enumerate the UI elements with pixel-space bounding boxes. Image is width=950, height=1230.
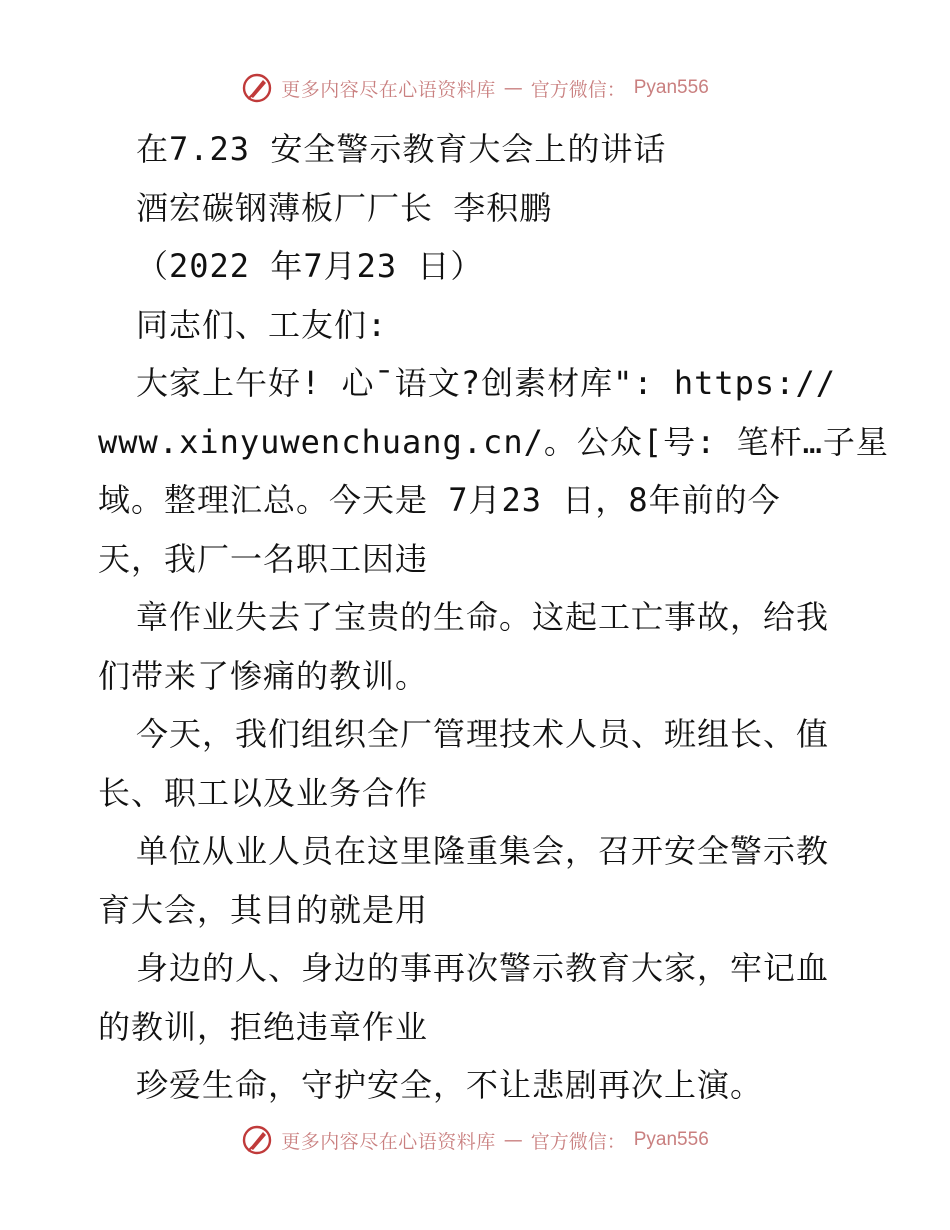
paragraph-line: 域。整理汇总。今天是 7月23 日，8年前的今	[98, 481, 781, 519]
paragraph-line: 今天，我们组织全厂管理技术人员、班组长、值	[136, 715, 830, 753]
speaker-line: 酒宏碳钢薄板厂厂长 李积鹏	[136, 188, 553, 227]
watermark-text: 更多内容尽在心语资料库	[281, 78, 496, 101]
watermark-separator: —	[503, 1129, 523, 1151]
footer-watermark	[0, 1120, 950, 1160]
paragraph-line: 天，我厂一名职工因违	[98, 539, 429, 578]
header-watermark	[0, 68, 950, 108]
date-line: （2022 年7月23 日）	[136, 247, 484, 285]
paragraph-line: 的教训，拒绝违章作业	[98, 1007, 429, 1046]
watermark-wechat-label: 官方微信：	[530, 1130, 626, 1153]
document-body	[98, 120, 889, 1115]
quill-logo-icon	[241, 72, 273, 104]
paragraph-line: 们带来了惨痛的教训。	[98, 656, 429, 695]
watermark-wechat-id: Pyan556	[633, 77, 709, 98]
paragraph-line: 育大会，其目的就是用	[98, 890, 429, 929]
paragraph-line: 章作业失去了宝贵的生命。这起工亡事故，给我	[136, 598, 830, 636]
paragraph-line: 珍爱生命，守护安全，不让悲剧再次上演。	[136, 1066, 764, 1104]
watermark-wechat-id: Pyan556	[633, 1129, 709, 1150]
paragraph-line: 身边的人、身边的事再次警示教育大家，牢记血	[136, 949, 830, 987]
watermark-text: 更多内容尽在心语资料库	[281, 1130, 496, 1153]
speech-title: 在7.23 安全警示教育大会上的讲话	[136, 130, 667, 168]
paragraph-line: www.xinyuwenchuang.cn/。公众[号: 笔杆…子星	[98, 422, 889, 461]
paragraph-line: 单位从业人员在这里隆重集会，召开安全警示教	[136, 832, 830, 870]
salutation: 同志们、工友们:	[136, 305, 388, 344]
watermark-wechat-label: 官方微信：	[530, 78, 626, 101]
watermark-separator: —	[503, 77, 523, 99]
quill-logo-icon	[241, 1124, 273, 1156]
paragraph-line: 大家上午好! 心¯语文?创素材库": https://	[136, 364, 836, 402]
paragraph-line: 长、职工以及业务合作	[98, 773, 429, 812]
